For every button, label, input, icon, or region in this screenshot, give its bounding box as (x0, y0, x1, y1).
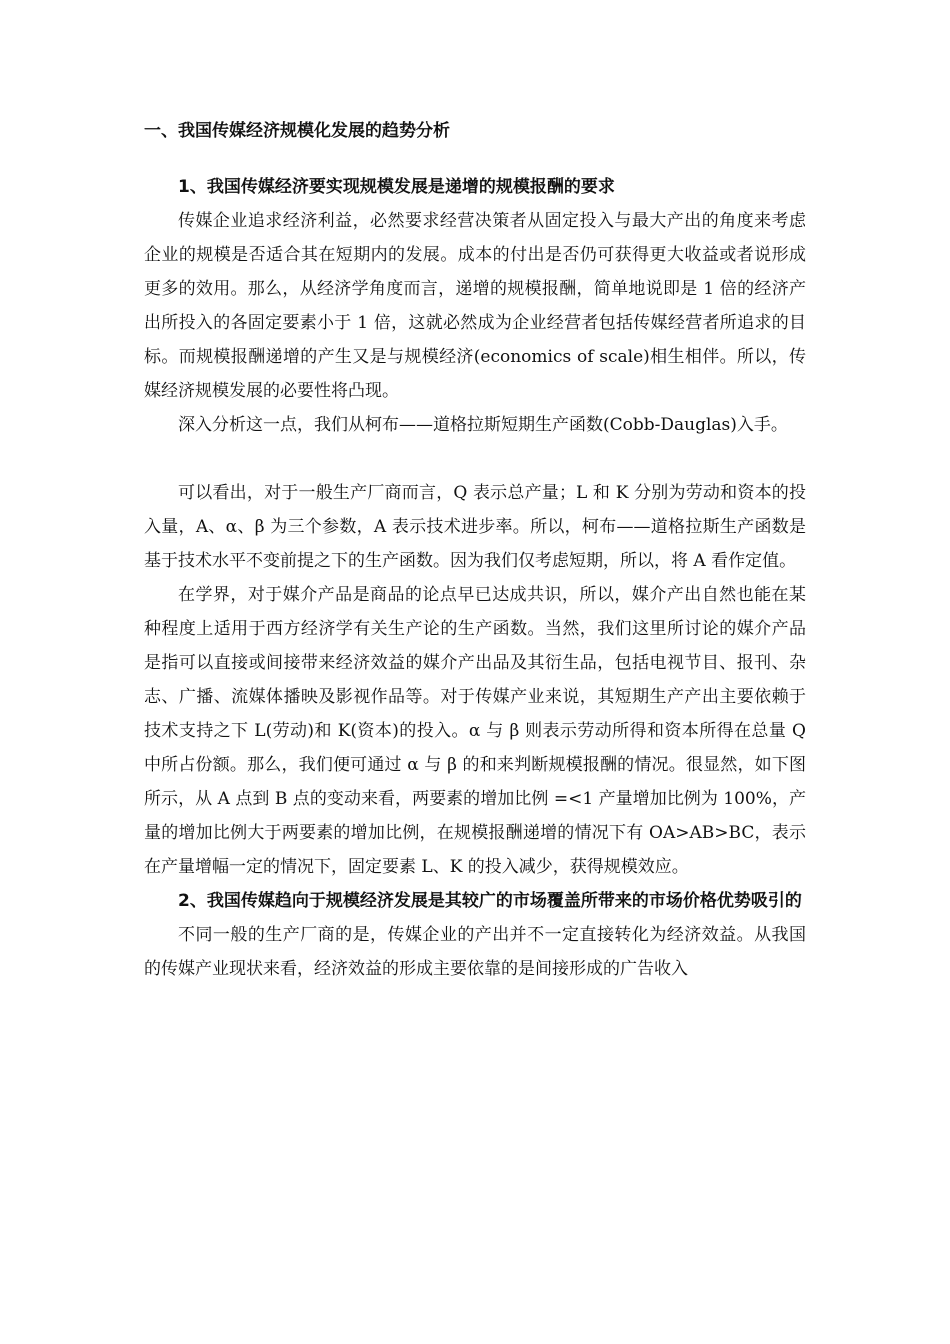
formula-placeholder (144, 442, 806, 476)
document-page (144, 118, 806, 986)
subsection-heading-1: 1、我国传媒经济要实现规模发展是递增的规模报酬的要求 (178, 177, 615, 197)
paragraph: 深入分析这一点，我们从柯布——道格拉斯短期生产函数(Cobb-Dauglas)入手。 (178, 415, 788, 435)
paragraph: 在学界，对于媒介产品是商品的论点早已达成共识，所以，媒介产出自然也能在某种程度上适用于西方经济学有关生产论的生产函数。当然，我们这里所讨论的媒介产品是指可以直接或间接带来经济效益的媒介产出品及其衍生品，包括电视节目、报刊、杂志、广播、流媒体播映及影视作品等。对于传媒产业来说，其短期生产产出主要依赖于技术支持之下 L(劳动)和 K(资本)的投入。α 与 β 则表示劳动所得和资本所得在总量 Q 中所占份额。那么，我们便可通过 α 与 β 的和来判断规模报酬的情况。很显然，如下图所示，从 A 点到 B 点的变动来看，两要素的增加比例 =<1 产量增加比例为 100%，产量的增加比例大于两要素的增加比例，在规模报酬递增的情况下有 OA>AB>BC，表示在产量增幅一定的情况下，固定要素 L、K 的投入减少，获得规模效应。 (144, 585, 806, 877)
paragraph: 不同一般的生产厂商的是，传媒企业的产出并不一定直接转化为经济效益。从我国的传媒产业现状来看，经济效益的形成主要依靠的是间接形成的广告收入 (144, 925, 806, 979)
subsection-heading-2: 2、我国传媒趋向于规模经济发展是其较广的市场覆盖所带来的市场价格优势吸引的 (178, 891, 802, 911)
section-heading: 一、我国传媒经济规模化发展的趋势分析 (144, 121, 450, 141)
paragraph: 可以看出，对于一般生产厂商而言，Q 表示总产量；L 和 K 分别为劳动和资本的投入量，A、α、β 为三个参数，A 表示技术进步率。所以，柯布——道格拉斯生产函数是基于技术水平不变前提之下的生产函数。因为我们仅考虑短期，所以，将 A 看作定值。 (144, 483, 806, 571)
paragraph: 传媒企业追求经济利益，必然要求经营决策者从固定投入与最大产出的角度来考虑企业的规模是否适合其在短期内的发展。成本的付出是否仍可获得更大收益或者说形成更多的效用。那么，从经济学角度而言，递增的规模报酬，简单地说即是 1 倍的经济产出所投入的各固定要素小于 1 倍，这就必然成为企业经营者包括传媒经营者所追求的目标。而规模报酬递增的产生又是与规模经济(economics of scale)相生相伴。所以，传媒经济规模发展的必要性将凸现。 (144, 211, 806, 401)
